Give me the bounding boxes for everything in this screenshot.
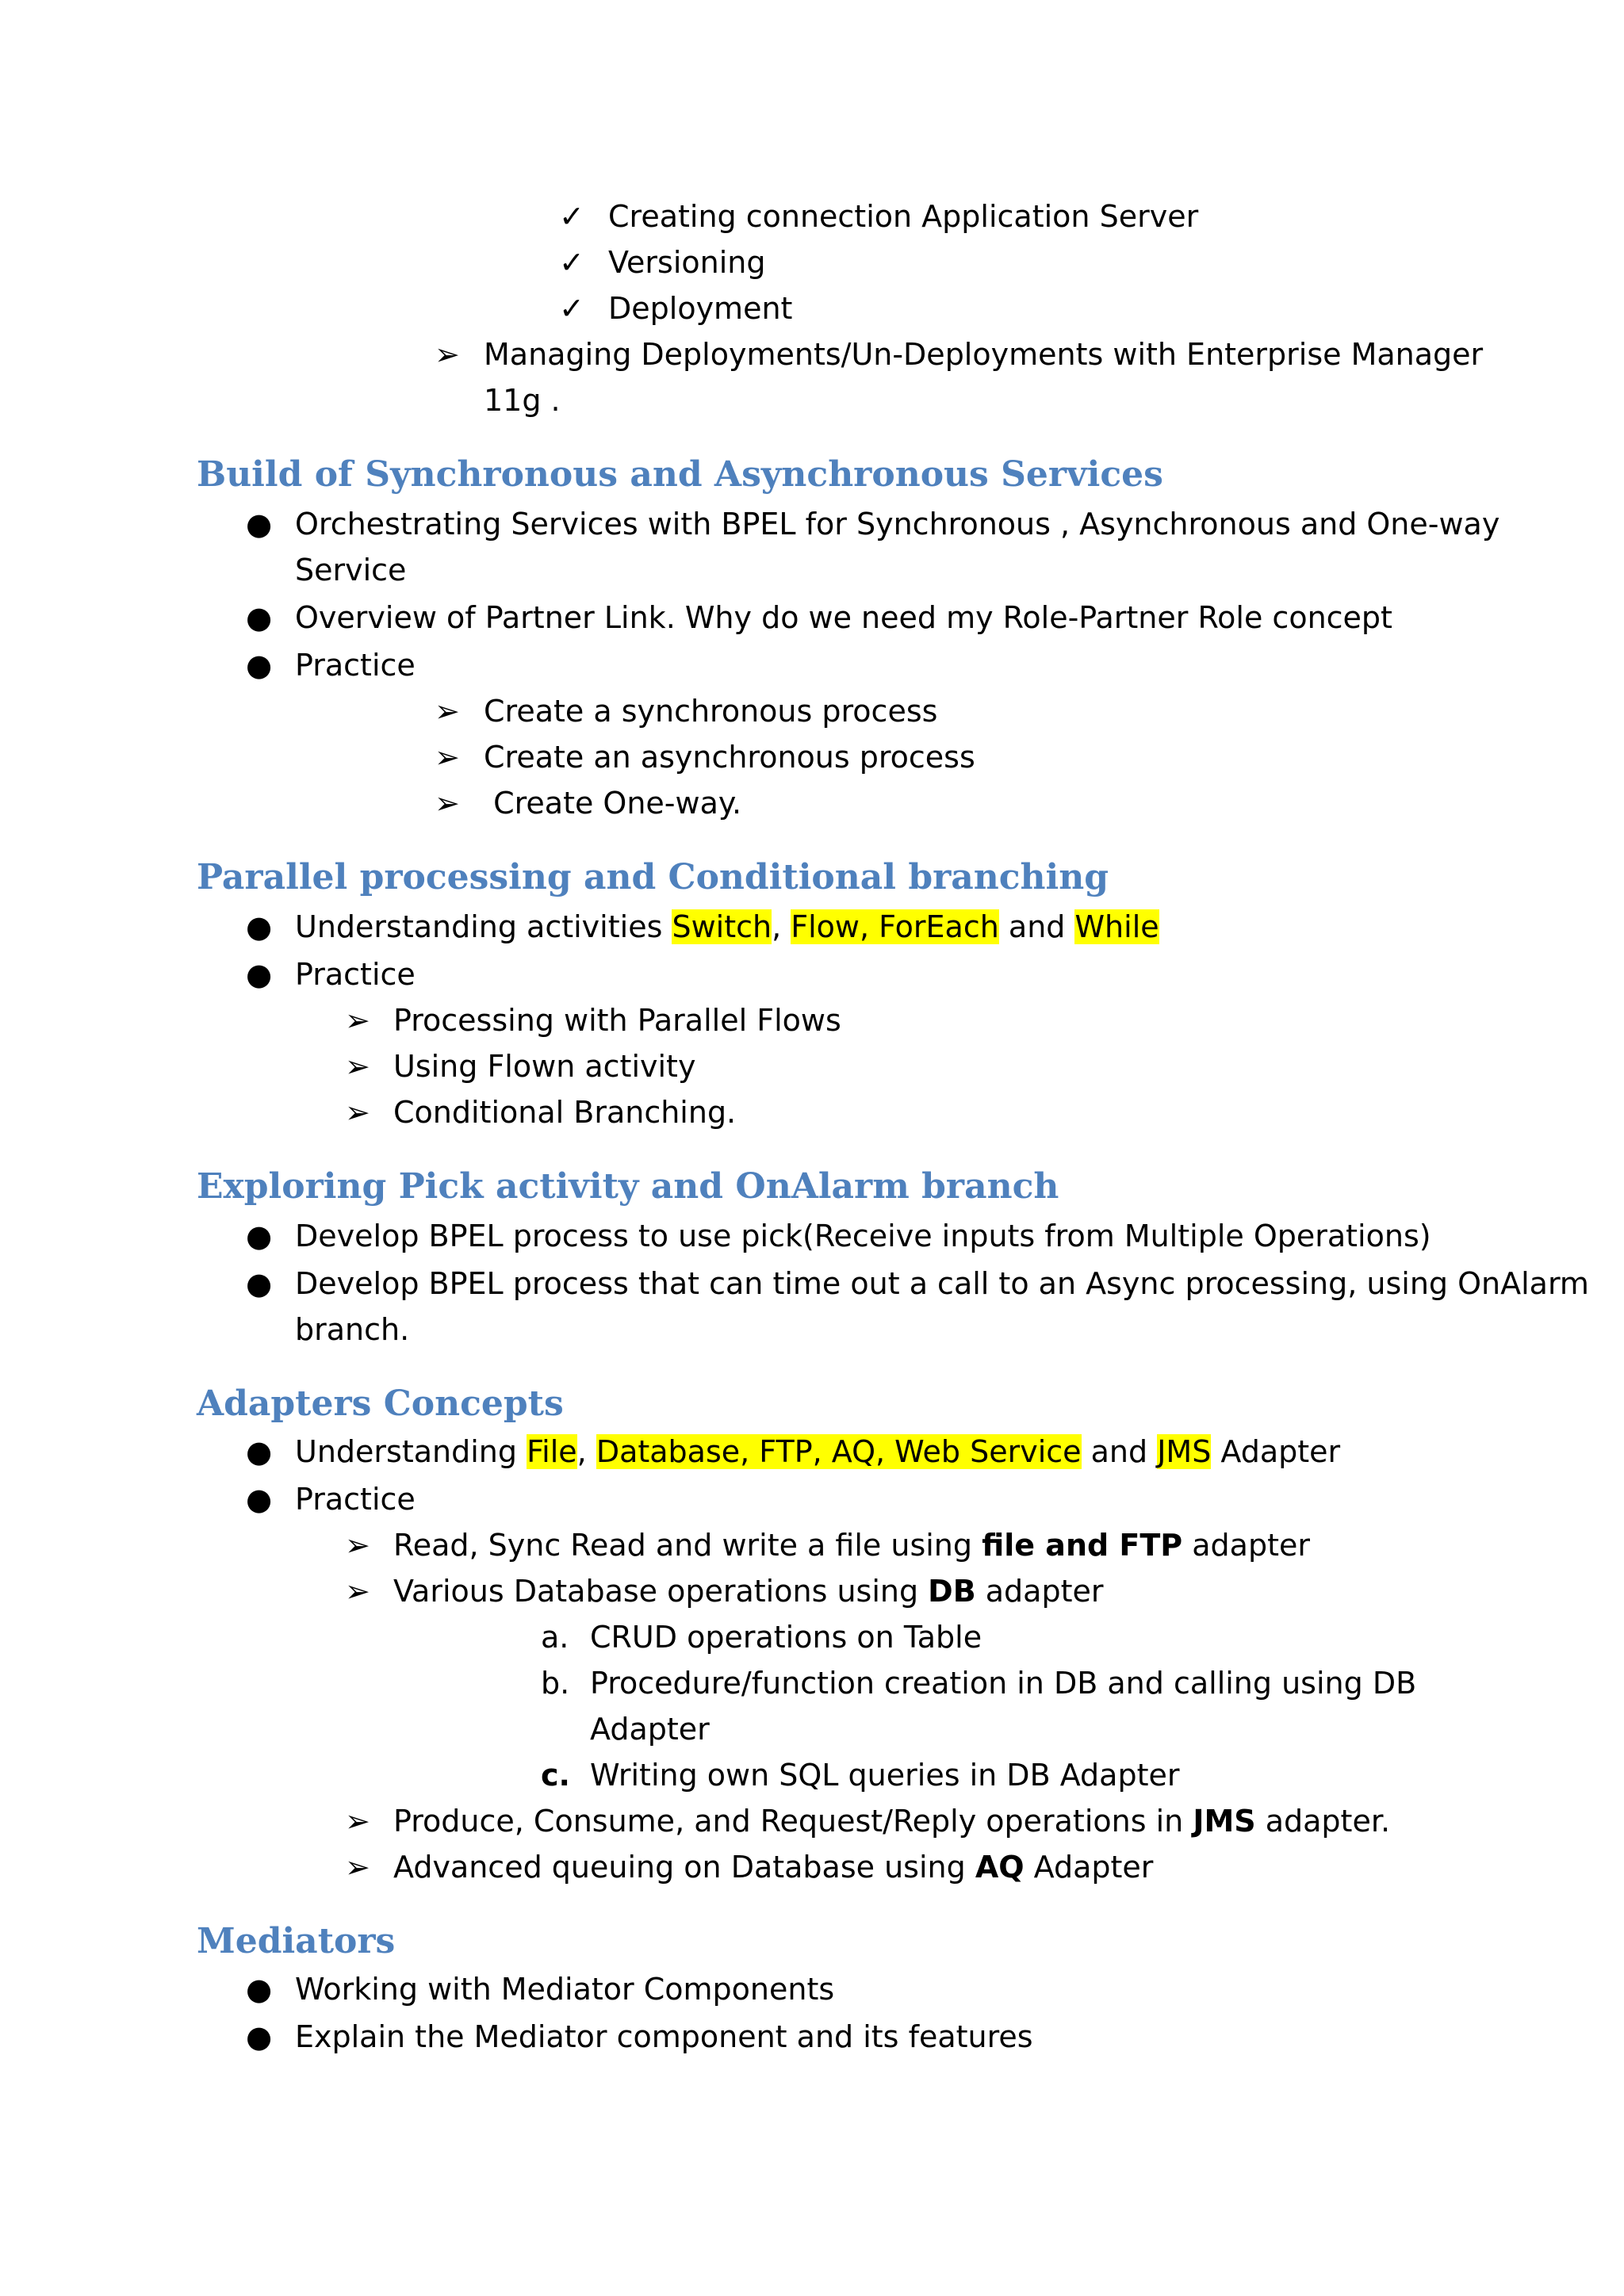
list-item: 11g . bbox=[484, 383, 561, 418]
list-item: Working with Mediator Components bbox=[295, 1972, 835, 2007]
arrow-bullet-icon: ➢ bbox=[345, 1850, 370, 1885]
list-item: Versioning bbox=[608, 245, 766, 280]
list-item: Develop BPEL process to use pick(Receive inputs from Multiple Operations) bbox=[295, 1219, 1431, 1253]
arrow-bullet-icon: ➢ bbox=[435, 694, 460, 729]
list-item: Adapter bbox=[590, 1712, 710, 1747]
list-item: Understanding activities Switch, Flow, ForEach and While bbox=[295, 909, 1159, 944]
bullet-icon: ● bbox=[246, 957, 273, 992]
list-marker: c. bbox=[541, 1758, 570, 1793]
bullet-icon: ● bbox=[246, 1266, 273, 1301]
bullet-icon: ● bbox=[246, 1482, 273, 1517]
list-item: Create One-way. bbox=[484, 786, 742, 821]
list-item: Practice bbox=[295, 1482, 416, 1517]
checkmark-icon: ✓ bbox=[559, 245, 584, 280]
section-heading: Exploring Pick activity and OnAlarm branch bbox=[197, 1166, 1059, 1207]
highlight: While bbox=[1074, 909, 1159, 944]
highlight: Switch bbox=[672, 909, 772, 944]
list-item: Practice bbox=[295, 648, 416, 683]
highlight: JMS bbox=[1157, 1434, 1212, 1469]
bullet-icon: ● bbox=[246, 909, 273, 944]
list-item: Advanced queuing on Database using AQ Adapter bbox=[393, 1850, 1154, 1885]
list-item: branch. bbox=[295, 1312, 410, 1347]
bullet-icon: ● bbox=[246, 507, 273, 541]
bullet-icon: ● bbox=[246, 600, 273, 635]
list-item: Overview of Partner Link. Why do we need my Role-Partner Role concept bbox=[295, 600, 1392, 635]
list-marker: b. bbox=[541, 1666, 570, 1701]
arrow-bullet-icon: ➢ bbox=[435, 786, 460, 821]
arrow-bullet-icon: ➢ bbox=[435, 740, 460, 775]
section-heading: Adapters Concepts bbox=[197, 1383, 564, 1424]
arrow-bullet-icon: ➢ bbox=[345, 1003, 370, 1038]
list-item: Read, Sync Read and write a file using file and FTP adapter bbox=[393, 1528, 1310, 1563]
list-item: Orchestrating Services with BPEL for Synchronous , Asynchronous and One-way bbox=[295, 507, 1500, 541]
checkmark-icon: ✓ bbox=[559, 291, 584, 326]
list-item: Processing with Parallel Flows bbox=[393, 1003, 841, 1038]
highlight: File bbox=[527, 1434, 577, 1469]
list-item: Writing own SQL queries in DB Adapter bbox=[590, 1758, 1180, 1793]
list-item: Managing Deployments/Un-Deployments with Enterprise Manager bbox=[484, 337, 1484, 372]
list-item: Produce, Consume, and Request/Reply operations in JMS adapter. bbox=[393, 1804, 1391, 1839]
checkmark-icon: ✓ bbox=[559, 199, 584, 234]
list-item: Various Database operations using DB adapter bbox=[393, 1574, 1104, 1609]
section-heading: Parallel processing and Conditional branching bbox=[197, 857, 1109, 897]
list-item: Conditional Branching. bbox=[393, 1095, 737, 1130]
section-heading: Mediators bbox=[197, 1921, 396, 1961]
section-heading: Build of Synchronous and Asynchronous Services bbox=[197, 454, 1163, 495]
list-item: Service bbox=[295, 553, 407, 587]
arrow-bullet-icon: ➢ bbox=[345, 1804, 370, 1839]
highlight: Flow, ForEach bbox=[791, 909, 999, 944]
bullet-icon: ● bbox=[246, 2019, 273, 2054]
arrow-bullet-icon: ➢ bbox=[345, 1049, 370, 1084]
arrow-bullet-icon: ➢ bbox=[345, 1528, 370, 1563]
highlight: Database, FTP, AQ, Web Service bbox=[596, 1434, 1082, 1469]
list-item: Procedure/function creation in DB and calling using DB bbox=[590, 1666, 1417, 1701]
list-item: Practice bbox=[295, 957, 416, 992]
list-item: Creating connection Application Server bbox=[608, 199, 1199, 234]
list-item: Create a synchronous process bbox=[484, 694, 938, 729]
list-item: Using Flown activity bbox=[393, 1049, 696, 1084]
list-item: Explain the Mediator component and its features bbox=[295, 2019, 1033, 2054]
list-item: CRUD operations on Table bbox=[590, 1620, 982, 1655]
bullet-icon: ● bbox=[246, 648, 273, 683]
list-item: Develop BPEL process that can time out a call to an Async processing, using OnAlarm bbox=[295, 1266, 1589, 1301]
list-item: Create an asynchronous process bbox=[484, 740, 975, 775]
arrow-bullet-icon: ➢ bbox=[345, 1095, 370, 1130]
arrow-bullet-icon: ➢ bbox=[345, 1574, 370, 1609]
list-item: Deployment bbox=[608, 291, 793, 326]
bullet-icon: ● bbox=[246, 1434, 273, 1469]
list-item: Understanding File, Database, FTP, AQ, Web Service and JMS Adapter bbox=[295, 1434, 1341, 1469]
bullet-icon: ● bbox=[246, 1219, 273, 1253]
list-marker: a. bbox=[541, 1620, 569, 1655]
arrow-bullet-icon: ➢ bbox=[435, 337, 460, 372]
bullet-icon: ● bbox=[246, 1972, 273, 2007]
